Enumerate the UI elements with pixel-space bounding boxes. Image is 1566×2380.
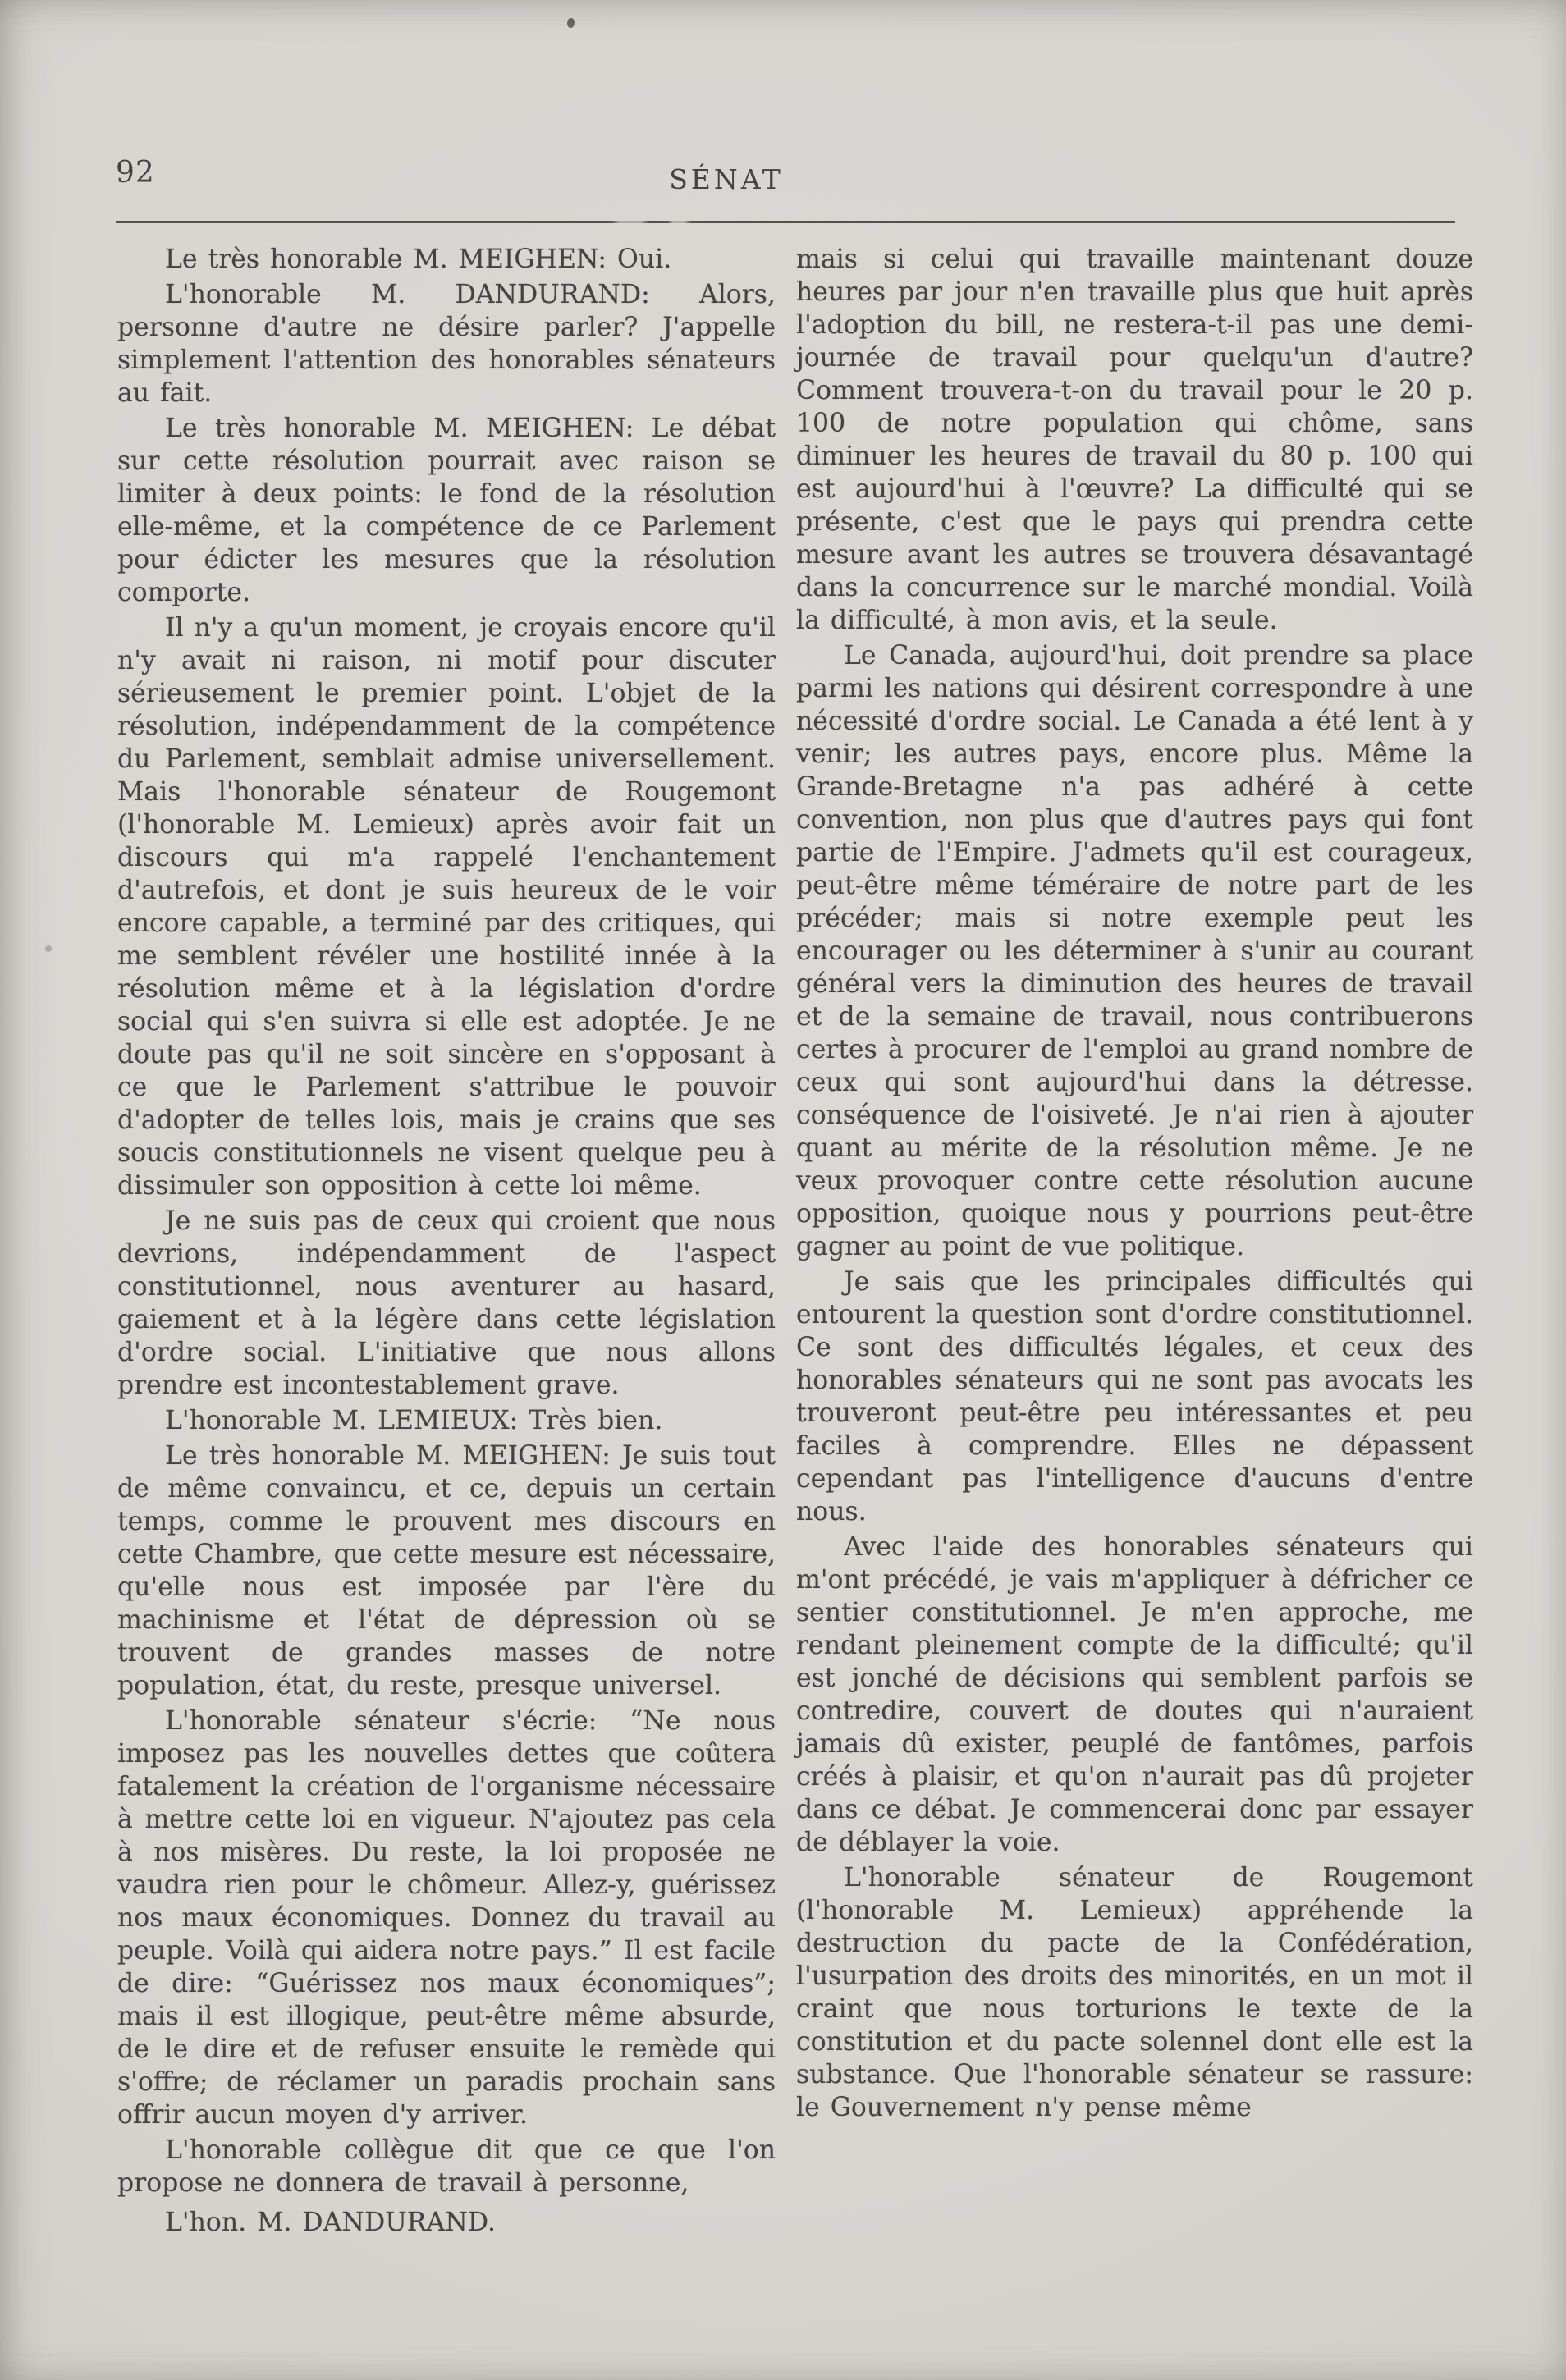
page-header-title: SÉNAT — [669, 163, 784, 195]
paragraph-speech: L'honorable sénateur de Rougemont (l'honorable M. Lemieux) appréhende la destruction du pacte de la Confédération, l'usurpation des droits des minorités, en un mot il craint que nous torturions le texte de la constitution et du pacte solennel dont elle est la substance. Que l'honorable sénateur se rassure: le Gouvernement n'y pense même — [796, 1863, 1473, 2122]
page-number: 92 — [116, 156, 155, 190]
paragraph-speech: Le Canada, aujourd'hui, doit prendre sa place parmi les nations qui désirent correspondre à une nécessité d'ordre social. Le Canada a été lent à y venir; les autres pays, encore plus. Même la Grande-Bretagne n'a pas adhéré à cette convention, non plus que d'autres pays qui font partie de l'Empire. J'admets qu'il est courageux, peut-être même téméraire de notre part de les précéder; mais si notre exemple peut les encourager ou les déterminer à s'unir au courant général vers la diminution des heures de travail et de la semaine de travail, nous contribuerons certes à procurer de l'emploi au grand nombre de ceux qui sont aujourd'hui dans la détresse. conséquence de l'oisiveté. Je n'ai rien à ajouter quant au mérite de la résolution même. Je ne veux provoquer contre cette résolution aucune opposition, quoique nous y pourrions peut-être gagner au point de vue politique. — [796, 641, 1473, 1261]
paragraph-speech: L'honorable sénateur s'écrie: “Ne nous imposez pas les nouvelles dettes que coûtera fatalement la création de l'organisme nécessaire à mettre cette loi en vigueur. N'ajoutez pas cela à nos misères. Du reste, la loi proposée ne vaudra rien pour le chômeur. Allez-y, guérissez nos maux économiques. Donnez du travail au peuple. Voilà qui aidera notre pays.” Il est facile de dire: “Guérissez nos maux économiques”; mais il est illogique, peut-être même absurde, de le dire et de refuser ensuite le remède qui s'offre; de réclamer un paradis prochain sans offrir aucun moyen d'y arriver. — [117, 1706, 776, 2130]
scan-artifact-dot — [567, 18, 575, 28]
paragraph-speech: Le très honorable M. MEIGHEN: Je suis tout de même convaincu, et ce, depuis un certain temps, comme le prouvent mes discours en cette Chambre, que cette mesure est nécessaire, qu'elle nous est imposée par l'ère du machinisme et l'état de dépression où se trouvent de grandes masses de notre population, état, du reste, presque universel. — [117, 1441, 776, 1700]
paragraph-speech-continuation: mais si celui qui travaille maintenant douze heures par jour n'en travaille plus que huit après l'adoption du bill, ne restera-t-il pas une demi-journée de travail pour quelqu'un d'autre? Comment trouvera-t-on du travail pour le 20 p. 100 de notre population qui chôme, sans diminuer les heures de travail du 80 p. 100 qui est aujourd'hui à l'œuvre? La difficulté qui se présente, c'est que le pays qui prendra cette mesure avant les autres se trouvera désavantagé dans la concurrence sur le marché mondial. Voilà la difficulté, à mon avis, et la seule. — [796, 245, 1473, 635]
two-column-text-body — [117, 243, 1473, 2241]
paragraph-speech: L'honorable M. DANDURAND: Alors, personne d'autre ne désire parler? J'appelle simplement l'attention des honorables sénateurs au fait. — [117, 280, 776, 408]
right-column — [796, 243, 1473, 2241]
paragraph-speech: Je sais que les principales difficultés qui entourent la question sont d'ordre constitutionnel. Ce sont des difficultés légales, et ceux des honorables sénateurs qui ne sont pas avocats les trouveront peut-être peu intéressantes et peu faciles à comprendre. Elles ne dépassent cependant pas l'intelligence d'aucuns d'entre nous. — [796, 1267, 1473, 1526]
paragraph-speech: Le très honorable M. MEIGHEN: Le débat sur cette résolution pourrait avec raison se limiter à deux points: le fond de la résolution elle-même, et la compétence de ce Parlement pour édicter les mesures que la résolution comporte. — [117, 414, 776, 607]
paragraph-speech: Je ne suis pas de ceux qui croient que nous devrions, indépendamment de l'aspect constitutionnel, nous aventurer au hasard, gaiement et à la légère dans cette législation d'ordre social. L'initiative que nous allons prendre est incontestablement grave. — [117, 1206, 776, 1400]
paragraph-speech: L'honorable collègue dit que ce que l'on propose ne donnera de travail à personne, — [117, 2135, 776, 2198]
paragraph-speech: L'honorable M. LEMIEUX: Très bien. — [165, 1406, 663, 1435]
scan-artifact-dot — [45, 945, 52, 952]
paragraph-speech: Le très honorable M. MEIGHEN: Oui. — [165, 245, 672, 274]
header-rule — [116, 221, 1455, 223]
paragraph-speech: Il n'y a qu'un moment, je croyais encore qu'il n'y avait ni raison, ni motif pour discuter sérieusement le premier point. L'objet de la résolution, indépendamment de la compétence du Parlement, semblait admise universellement. Mais l'honorable sénateur de Rougemont (l'honorable M. Lemieux) après avoir fait un discours qui m'a rappelé l'enchantement d'autrefois, et dont je suis heureux de le voir encore capable, a terminé par des critiques, qui me semblent révéler une hostilité innée à la résolution même et à la législation d'ordre social qui s'en suivra si elle est adoptée. Je ne doute pas qu'il ne soit sincère en s'opposant à ce que le Parlement s'attribue le pouvoir d'adopter de telles lois, mais je crains que ses soucis constitutionnels ne visent quelque peu à dissimuler son opposition à cette loi même. — [117, 613, 776, 1201]
left-column — [117, 243, 776, 2241]
column-footer-attribution: L'hon. M. DANDURAND. — [165, 2208, 496, 2237]
paragraph-speech: Avec l'aide des honorables sénateurs qui m'ont précédé, je vais m'appliquer à défricher ce sentier constitutionnel. Je m'en approche, me rendant pleinement compte de la difficulté; qu'il est jonché de décisions qui semblent parfois se contredire, couvert de doutes qui n'auraient jamais dû exister, peuplé de fantômes, parfois créés à plaisir, et qu'on n'aurait pas dû projeter dans ce débat. Je commencerai donc par essayer de déblayer la voie. — [796, 1532, 1473, 1857]
